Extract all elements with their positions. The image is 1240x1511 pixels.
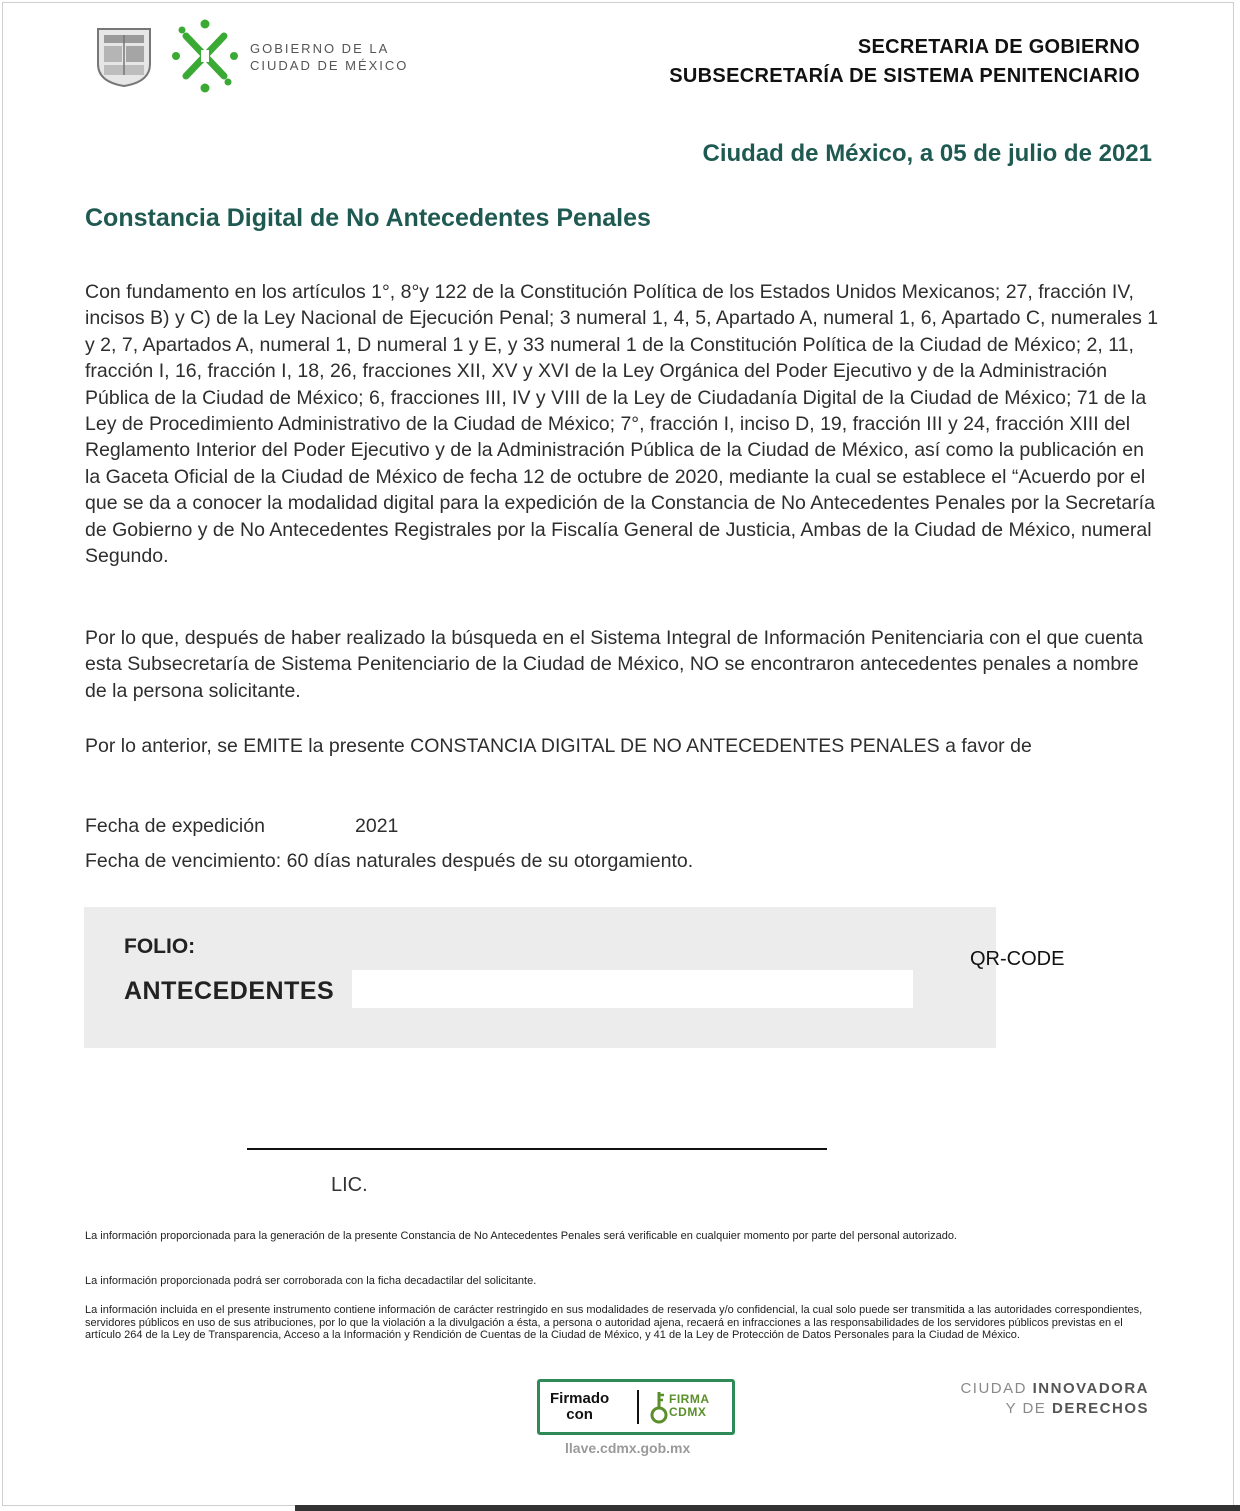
slogan-1b: INNOVADORA	[1032, 1380, 1149, 1397]
coat-of-arms-icon	[95, 26, 153, 88]
legal-basis-paragraph: Con fundamento en los artículos 1°, 8°y 122 de la Constitución Política de los Estados Unidos Mexicanos; 27, fracción IV, incisos B) y C) de la Ley Nacional de Ejecución Penal; 3 numeral 1, 4, 5, Apartado A, numeral 1, 6, Apartado C, numerales 1 y 2, 7, Apartados A, numeral 1, D numeral 1 y E, y 33 numeral 1 de la Constitución Política de la Ciudad de México; 2, 11, fracción I, 16, fracción I, 18, 26, fracciones XII, XV y XVI de la Ley Orgánica del Poder Ejecutivo y de la Administración Pública de la Ciudad de México; 6, fracciones III, IV y VIII de la Ley de Ciudadanía Digital de la Ciudad de México; 71 de la Ley de Procedimiento Administrativo de la Ciudad de México; 7°, fracción I, inciso D, 19, fracción III y 24, fracción XIII del Reglamento Interior del Poder Ejecutivo y de la Administración Pública de la Ciudad de México, así como la publicación en la Gaceta Oficial de la Ciudad de México de fecha 12 de octubre de 2020, mediante la cual se establece el “Acuerdo por el que se da a conocer la modalidad digital para la expedición de la Constancia de No Antecedentes Penales por la Secretaría de Gobierno y de No Antecedentes Registrales por la Fiscalía General de Justicia, Ambas de la Ciudad de México, numeral Segundo.	[85, 281, 1159, 568]
slogan-2a: Y DE	[1005, 1400, 1052, 1417]
dept-line-2: SUBSECRETARÍA DE SISTEMA PENITENCIARIO	[669, 65, 1140, 87]
gov-line-1: GOBIERNO DE LA	[250, 41, 390, 56]
badge-divider	[637, 1390, 639, 1424]
redaction-block	[352, 970, 913, 1008]
fine-print-3: La información incluida en el presente instrumento contiene información de carácter restringido en sus modalidades de reservada y/o confidencial, la cual solo puede ser transmitida a las autoridades correspondientes, servidores públicos en uso de sus atribuciones, por lo que la violación a la divulgación a ésta, a persona o autoridad ajena, recaerá en infracciones a las responsabilidades de los servidores públicos previstas en el artículo 264 de la Ley de Transparencia, Acceso a la Información y Rendición de Cuentas de la Ciudad de México, y 41 de la Ley de Protección de Datos Personales para la Ciudad de México.	[85, 1304, 1143, 1341]
search-result-paragraph: Por lo que, después de haber realizado la búsqueda en el Sistema Integral de Información Penitenciaria con el que cuenta esta Subsecretaría de Sistema Penitenciario de la Ciudad de México, NO se encontraron antecedentes penales a nombre de la persona solicitante.	[85, 627, 1144, 702]
city-slogan	[960, 1379, 1149, 1419]
firmado-line-1: Firmado	[550, 1390, 610, 1407]
folio-box	[84, 907, 996, 1048]
fine-print-2: La información proporcionada podrá ser corroborada con la ficha decadactilar del solicitante.	[85, 1275, 537, 1287]
firmado-line-2: con	[566, 1406, 593, 1423]
firma-line-1: FIRMA	[669, 1392, 710, 1406]
document-date: Ciudad de México, a 05 de julio de 2021	[702, 140, 1152, 167]
firma-line-2: CDMX	[669, 1405, 707, 1419]
dept-line-1: SECRETARIA DE GOBIERNO	[857, 36, 1140, 58]
firma-cdmx-badge	[537, 1379, 735, 1435]
fine-print-1: La información proporcionada para la generación de la presente Constancia de No Antecedentes Penales será verificable en cualquier momento por parte del personal autorizado.	[85, 1230, 957, 1242]
slogan-line-1	[960, 1379, 1149, 1399]
gov-line-2: CIUDAD DE MÉXICO	[250, 58, 409, 73]
slogan-2b: DERECHOS	[1051, 1400, 1149, 1417]
bottom-edge-bar	[295, 1505, 1240, 1511]
issuance-paragraph: Por lo anterior, se EMITE la presente CONSTANCIA DIGITAL DE NO ANTECEDENTES PENALES a favor de	[85, 735, 1032, 757]
signature-line	[247, 1148, 827, 1150]
firma-cdmx-text	[669, 1393, 710, 1419]
folio-label: FOLIO:	[124, 935, 196, 958]
antecedentes-label: ANTECEDENTES	[124, 977, 335, 1005]
issue-date-value: 2021	[355, 815, 399, 837]
issue-date-label: Fecha de expedición	[85, 815, 265, 837]
firmado-con-text	[550, 1391, 609, 1423]
llave-url: llave.cdmx.gob.mx	[565, 1440, 691, 1456]
cdmx-logo-icon	[172, 18, 238, 94]
slogan-1a: CIUDAD	[960, 1380, 1033, 1397]
document-title: Constancia Digital de No Antecedentes Penales	[85, 204, 651, 232]
expiry-date-row: Fecha de vencimiento: 60 días naturales después de su otorgamiento.	[85, 850, 694, 872]
issue-date-row	[85, 815, 399, 838]
key-icon	[648, 1389, 670, 1425]
qr-code-placeholder: QR-CODE	[970, 948, 1065, 970]
department-heading	[669, 33, 1140, 91]
signatory-title: LIC.	[331, 1174, 368, 1196]
government-name	[250, 40, 408, 74]
slogan-line-2	[960, 1399, 1149, 1419]
